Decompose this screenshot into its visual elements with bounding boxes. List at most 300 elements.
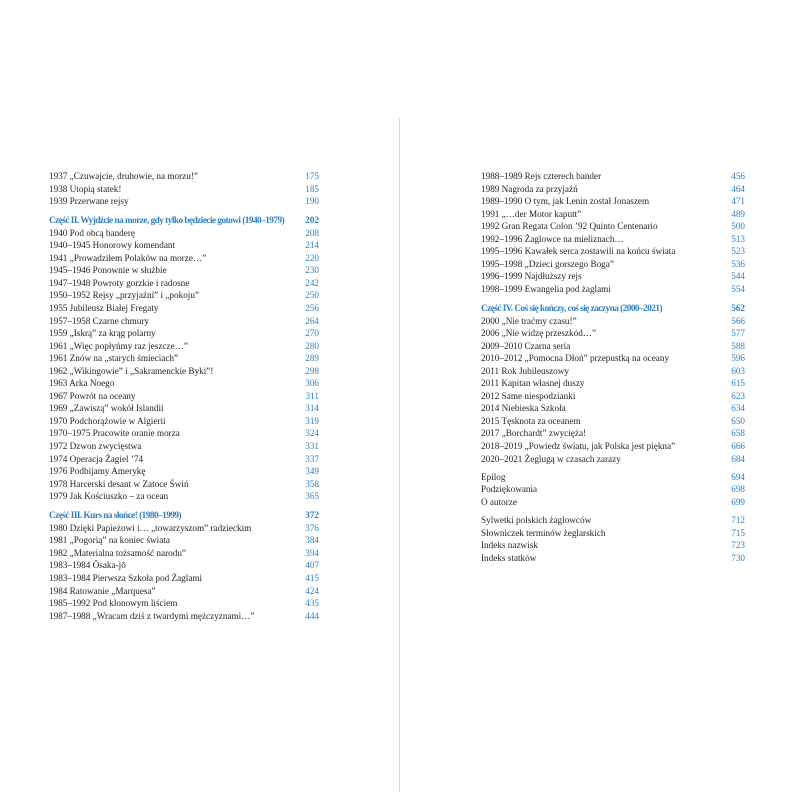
entry-title: Dzwon zwycięstwa [69,440,142,451]
entry-title: Rejsy „przyjaźni” i „pokoju” [92,290,200,301]
page-number: 536 [731,258,745,269]
page-number: 603 [731,365,745,376]
entry-title: O autorze [481,496,517,507]
entry-title: Czarne chmury [92,315,150,326]
entry-label [481,453,725,466]
toc-entry [481,377,745,390]
page-number: 456 [731,171,745,181]
back-matter-entry [481,496,745,509]
entry-years: 1959 [49,328,68,339]
toc-part [481,302,745,465]
toc-entry [49,352,319,365]
entry-label [481,377,725,390]
toc-entry [49,534,319,547]
left-page-contents [49,170,319,622]
entry-label [49,402,299,415]
entry-years: 1940–1945 [49,240,91,251]
page-number: 723 [731,540,745,551]
entry-years: 1983–1984 [49,560,91,571]
page-number: 588 [731,340,745,351]
appendices [481,514,745,564]
page-number: 500 [731,221,745,232]
entry-title: Utopią statek! [69,183,122,194]
entry-years: 1995–1998 [481,258,523,269]
entry-title: Pod klonowym liściem [92,598,178,609]
page-number: 730 [731,552,745,563]
page-number: 202 [305,215,319,226]
entry-years: 2011 [481,378,500,389]
entry-label [49,183,299,196]
entry-label [49,427,299,440]
page-number: 372 [305,510,319,521]
page-number: 513 [731,233,745,244]
entry-years: 1974 [49,453,68,464]
part-heading [49,214,319,227]
entry-label [49,585,299,598]
toc-entry [481,327,745,340]
page-number: 523 [731,246,745,257]
entry-title: Tęsknota za oceanem [501,415,581,426]
entry-label [481,170,725,183]
toc-entry [49,597,319,610]
page-number: 289 [305,353,319,364]
entry-label [49,352,299,365]
entry-label [49,365,299,378]
page-number: 471 [731,196,745,207]
entry-title: „Prowadziłem Polaków na morze…” [69,252,207,263]
part-title: Część IV. Coś się kończy, coś się zaczyna (2000–2021) [481,302,663,313]
page-number: 230 [305,265,319,276]
entry-label [481,496,725,509]
entry-years: 2012 [481,390,500,401]
entry-label [481,258,725,271]
page-number: 596 [731,353,745,364]
page-number: 658 [731,428,745,439]
page-number: 319 [305,415,319,426]
entry-label [481,352,725,365]
entry-title: „Powiedz światu, jak Polska jest piękna” [524,440,676,451]
page-number: 615 [731,378,745,389]
toc-entry [481,208,745,221]
toc-entry [49,340,319,353]
page-number: 712 [731,515,745,526]
entry-label [49,264,299,277]
toc-entry [49,277,319,290]
entry-years: 1988–1989 [481,171,523,181]
entry-label [49,302,299,315]
entry-title: Epilog [481,471,506,482]
page-number: 337 [305,453,319,464]
entry-label [481,245,725,258]
entry-title: Honorowy komendant [92,240,176,251]
toc-entry [49,252,319,265]
entry-label [481,195,725,208]
entry-years: 1985–1992 [49,598,91,609]
entry-years: 1981 [49,535,68,546]
toc-entry [49,170,319,183]
entry-years: 1970 [49,415,68,426]
page-number: 623 [731,390,745,401]
entry-title: „Pomocna Dłoń” przepustką na oceany [524,353,670,364]
entry-title: Najdłuższy rejs [524,271,582,282]
entry-title: Indeks nazwisk [481,540,538,551]
entry-years: 1989–1990 [481,196,523,207]
toc-entry [481,365,745,378]
entry-years: 1941 [49,252,68,263]
entry-label [481,208,725,221]
appendix-entry [481,539,745,552]
entry-label [49,559,299,572]
page-number: 415 [305,572,319,583]
entry-label [481,552,725,565]
entry-years: 1970–1975 [49,428,91,439]
page-number: 314 [305,403,319,414]
entry-title: „Nie widzę przeszkód…” [501,328,597,339]
entry-title: Niebieska Szkoła [501,403,566,414]
entry-years: 1979 [49,491,68,502]
entry-label [481,483,725,496]
entry-label [481,302,725,315]
entry-title: Ōsaka-jō [92,560,126,571]
entry-years: 1989 [481,183,500,194]
page-number: 698 [731,484,745,495]
entry-title: „Wikingowie” i „Sakramenckie Byki”! [69,365,214,376]
page-number: 650 [731,415,745,426]
toc-entry [49,490,319,503]
entry-title: Sylwetki polskich żaglowców [481,515,592,526]
page-number: 280 [305,340,319,351]
page-number: 444 [305,610,319,621]
entry-title: Powroty gorzkie i radosne [92,277,190,288]
toc-entry [49,402,319,415]
page-number: 208 [305,227,319,238]
entry-years: 1972 [49,440,68,451]
entry-title: „Pogorią” na koniec świata [69,535,170,546]
entry-title: „Dzieci gorszego Boga” [524,258,614,269]
entry-label [49,214,299,227]
entry-title: Podchorążowie w Algierii [69,415,166,426]
toc-entry [49,522,319,535]
page-number: 190 [305,196,319,207]
entry-years: 2014 [481,403,500,414]
page-number: 376 [305,522,319,533]
toc-entry [49,264,319,277]
gutter-divider [399,118,400,792]
page-number: 424 [305,585,319,596]
page-number: 365 [305,491,319,502]
page-number: 715 [731,527,745,538]
page-number: 384 [305,535,319,546]
toc-entry [49,415,319,428]
page-number: 331 [305,440,319,451]
toc-entry [49,302,319,315]
toc-entry [481,170,745,183]
entry-title: Kapitan własnej duszy [501,378,585,389]
entry-label [481,471,725,484]
entry-title: Podbijamy Amerykę [69,466,146,477]
entry-label [481,315,725,328]
appendix-entry [481,527,745,540]
page-number: 264 [305,315,319,326]
entry-label [49,415,299,428]
page-number: 699 [731,496,745,507]
entry-label [49,390,300,403]
page-number: 666 [731,440,745,451]
entry-label [49,315,299,328]
entry-title: „Więc popłyńmy raz jeszcze…” [69,340,188,351]
toc-entry [481,233,745,246]
entry-years: 2018–2019 [481,440,523,451]
page-number: 634 [731,403,745,414]
entry-label [49,239,299,252]
toc-entry [481,390,745,403]
entry-title: „Materialna tożsamość narodu” [69,547,186,558]
page-number: 306 [305,378,319,389]
entry-label [481,365,725,378]
entry-title: Ratowanie „Marquesa” [69,585,156,596]
entry-title: Przerwane rejsy [69,196,129,207]
page-number: 214 [305,240,319,251]
page-number: 220 [305,252,319,263]
entry-years: 1939 [49,196,68,207]
entry-years: 1938 [49,183,68,194]
entry-title: Ewangelia pod żaglami [524,283,611,294]
entry-title: Kawałek serca zostawili na końcu świata [524,246,676,257]
page-number: 311 [305,390,319,401]
toc-entry [49,559,319,572]
page-number: 554 [731,283,745,294]
entry-label [49,597,299,610]
entry-years: 2009–2010 [481,340,523,351]
entry-title: Żaglowce na mieliznach… [524,233,624,244]
entry-years: 1969 [49,403,68,414]
page-number: 185 [305,183,319,194]
toc-entry [481,315,745,328]
page-number: 298 [305,365,319,376]
entry-years: 1976 [49,466,68,477]
entry-label [481,440,725,453]
toc-entry [49,315,319,328]
entry-title: Jak Kościuszko – za ocean [69,491,169,502]
right-page-contents [481,170,745,564]
entry-label [481,183,725,196]
entry-label [481,340,725,353]
toc-entry [49,465,319,478]
entry-years: 2020–2021 [481,453,523,464]
entry-title: Operacja Żagiel ’74 [69,453,144,464]
page-number: 349 [305,466,319,477]
page-number: 394 [305,547,319,558]
entry-label [49,509,299,522]
toc-entry [481,258,745,271]
toc-entry [481,402,745,415]
entry-title: Powrót na oceany [69,390,136,401]
entry-label [49,377,299,390]
entry-years: 1963 [49,378,68,389]
entry-label [49,478,299,491]
entry-years: 2010–2012 [481,353,523,364]
entry-title: Pracowite oranie morza [92,428,180,439]
entry-label [481,270,725,283]
entry-title: Ponownie w służbie [92,265,167,276]
entry-title: Podziękowania [481,484,538,495]
entry-years: 1984 [49,585,68,596]
entry-label [49,327,299,340]
toc-part-continued [49,170,319,208]
entry-title: Nagroda za przyjaźń [501,183,578,194]
entry-years: 2011 [481,365,500,376]
back-matter [481,471,745,509]
toc-entry [49,377,319,390]
toc-entry [49,440,319,453]
entry-years: 1957–1958 [49,315,91,326]
toc-entry [49,227,319,240]
entry-label [49,340,299,353]
entry-label [481,220,725,233]
page-number: 270 [305,328,319,339]
toc-entry [49,427,319,440]
entry-years: 1992–1996 [481,233,523,244]
entry-label [49,572,299,585]
entry-years: 2015 [481,415,500,426]
entry-label [49,227,299,240]
entry-title: Indeks statków [481,552,537,563]
entry-label [49,252,299,265]
entry-title: Znów na „starych śmieciach” [69,353,179,364]
entry-years: 1991 [481,208,500,219]
entry-label [49,547,299,560]
entry-label [49,440,299,453]
entry-title: Pod obcą banderę [69,227,135,238]
back-matter-entry [481,483,745,496]
entry-label [49,534,299,547]
page-number: 544 [731,271,745,282]
entry-label [481,390,725,403]
toc-entry [49,239,319,252]
entry-label [49,522,299,535]
page-number: 324 [305,428,319,439]
page-number: 562 [731,302,745,313]
entry-title: „Iskrą” za krąg polarny [69,328,156,339]
part-heading [49,509,319,522]
page-number: 175 [305,171,319,181]
entry-years: 1967 [49,390,68,401]
page-number: 489 [731,208,745,219]
page-number: 242 [305,277,319,288]
toc-entry [481,352,745,365]
entry-label [481,233,725,246]
entry-years: 1998–1999 [481,283,523,294]
entry-years: 1937 [49,171,68,181]
entry-title: „Zawiszą” wokół Islandii [69,403,164,414]
part-heading [481,302,745,315]
page-number: 566 [731,315,745,326]
entry-label [49,289,299,302]
toc-entry [49,183,319,196]
page-number: 577 [731,328,745,339]
entry-label [481,539,725,552]
toc-entry [49,289,319,302]
entry-years: 1955 [49,302,68,313]
entry-title: Pierwsza Szkoła pod Żaglami [92,572,203,583]
entry-years: 1996–1999 [481,271,523,282]
entry-label [481,327,725,340]
part-title: Część III. Kurs na słońce! (1980–1999) [49,510,182,521]
entry-years: 1945–1946 [49,265,91,276]
entry-years: 1992 [481,221,500,232]
entry-title: „…der Motor kaputt” [501,208,582,219]
entry-label [481,402,725,415]
entry-title: Rejs czterech bander [524,171,602,181]
entry-title: Rok Jubileuszowy [501,365,569,376]
entry-label [481,527,725,540]
entry-title: Dzięki Papieżowi i… „towarzyszom” radzieckim [69,522,252,533]
entry-label [49,465,299,478]
entry-label [49,170,299,183]
toc-entry [49,327,319,340]
page-number: 464 [731,183,745,194]
toc-entry [49,572,319,585]
entry-label [49,610,299,623]
entry-years: 2017 [481,428,500,439]
toc-entry [481,270,745,283]
toc-entry [49,547,319,560]
toc-entry [49,478,319,491]
entry-years: 1982 [49,547,68,558]
entry-title: Żeglugą w czasach zarazy [524,453,621,464]
entry-years: 1950–1952 [49,290,91,301]
entry-title: Arka Noego [69,378,115,389]
entry-title: Jubileusz Białej Fregaty [69,302,159,313]
entry-label [481,514,725,527]
back-matter-entry [481,471,745,484]
toc-entry [481,427,745,440]
entry-label [49,277,299,290]
entry-years: 1978 [49,478,68,489]
toc-entry [481,220,745,233]
entry-years: 1961 [49,340,68,351]
entry-title: Same niespodzianki [501,390,576,401]
toc-entry [481,245,745,258]
entry-title: „Borchardt” zwycięża! [501,428,587,439]
toc-entry [481,340,745,353]
page-number: 256 [305,302,319,313]
entry-label [481,427,725,440]
entry-title: „Czuwajcie, druhowie, na morzu!” [69,171,198,181]
entry-years: 1980 [49,522,68,533]
appendix-entry [481,552,745,565]
entry-title: Czarna seria [524,340,571,351]
entry-years: 1961 [49,353,68,364]
entry-years: 1940 [49,227,68,238]
entry-label [49,490,299,503]
toc-entry [49,390,319,403]
entry-years: 2006 [481,328,500,339]
entry-label [481,283,725,296]
toc-entry [481,195,745,208]
entry-years: 1962 [49,365,68,376]
toc-entry [481,283,745,296]
page-number: 684 [731,453,745,464]
part-title: Część II. Wyjdźcie na morze, gdy tylko będziecie gotowi (1940–1979) [49,215,285,226]
toc-entry [49,195,319,208]
entry-title: „Wracam dziś z twardymi mężczyznami…” [92,610,255,621]
entry-label [49,453,299,466]
page-number: 435 [305,598,319,609]
appendix-entry [481,514,745,527]
entry-years: 1987–1988 [49,610,91,621]
toc-entry [481,440,745,453]
